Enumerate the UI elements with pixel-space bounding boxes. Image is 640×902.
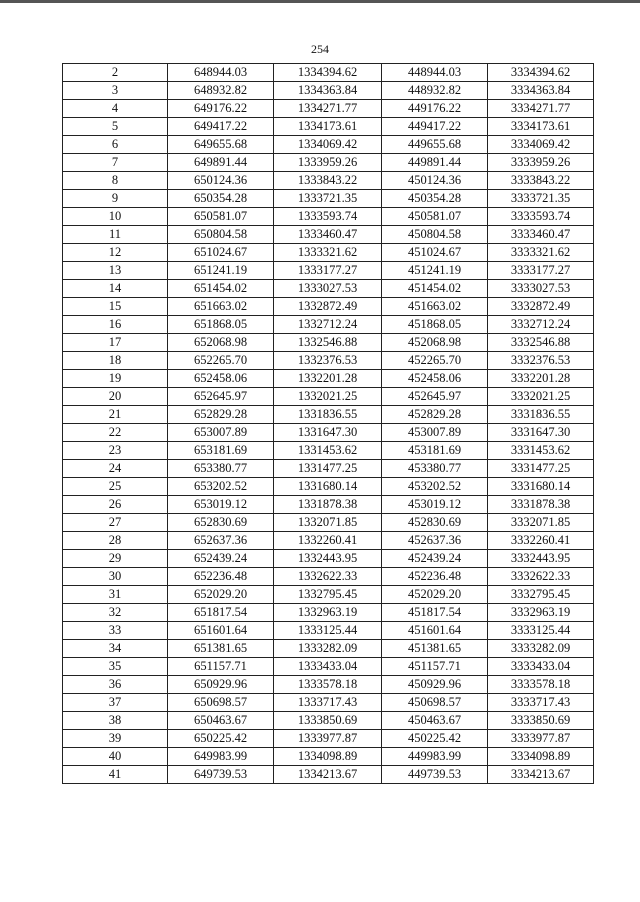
y2-cell: 3334098.89 xyxy=(488,748,594,766)
x2-cell: 451241.19 xyxy=(382,262,488,280)
x2-cell: 449983.99 xyxy=(382,748,488,766)
y1-cell: 1333977.87 xyxy=(274,730,382,748)
x2-cell: 452265.70 xyxy=(382,352,488,370)
y2-cell: 3332872.49 xyxy=(488,298,594,316)
x1-cell: 650698.57 xyxy=(168,694,274,712)
y1-cell: 1333125.44 xyxy=(274,622,382,640)
x1-cell: 651157.71 xyxy=(168,658,274,676)
x1-cell: 652265.70 xyxy=(168,352,274,370)
table-row xyxy=(63,568,594,586)
y1-cell: 1332260.41 xyxy=(274,532,382,550)
y1-cell: 1334363.84 xyxy=(274,82,382,100)
y1-cell: 1331477.25 xyxy=(274,460,382,478)
x2-cell: 450929.96 xyxy=(382,676,488,694)
table-row xyxy=(63,208,594,226)
table-row xyxy=(63,280,594,298)
x2-cell: 452439.24 xyxy=(382,550,488,568)
point-number-cell: 4 xyxy=(63,100,168,118)
y2-cell: 3333593.74 xyxy=(488,208,594,226)
x2-cell: 449891.44 xyxy=(382,154,488,172)
table-row xyxy=(63,478,594,496)
y1-cell: 1331836.55 xyxy=(274,406,382,424)
x2-cell: 452645.97 xyxy=(382,388,488,406)
table-row xyxy=(63,676,594,694)
x1-cell: 652645.97 xyxy=(168,388,274,406)
y2-cell: 3332021.25 xyxy=(488,388,594,406)
point-number-cell: 23 xyxy=(63,442,168,460)
table-row xyxy=(63,262,594,280)
y2-cell: 3334173.61 xyxy=(488,118,594,136)
point-number-cell: 27 xyxy=(63,514,168,532)
x1-cell: 651868.05 xyxy=(168,316,274,334)
x1-cell: 652029.20 xyxy=(168,586,274,604)
x1-cell: 649983.99 xyxy=(168,748,274,766)
x1-cell: 649417.22 xyxy=(168,118,274,136)
x1-cell: 652829.28 xyxy=(168,406,274,424)
y1-cell: 1332795.45 xyxy=(274,586,382,604)
table-row xyxy=(63,244,594,262)
point-number-cell: 16 xyxy=(63,316,168,334)
x2-cell: 451663.02 xyxy=(382,298,488,316)
x1-cell: 650354.28 xyxy=(168,190,274,208)
point-number-cell: 12 xyxy=(63,244,168,262)
table-row xyxy=(63,136,594,154)
table-row xyxy=(63,118,594,136)
y1-cell: 1332622.33 xyxy=(274,568,382,586)
table-row xyxy=(63,460,594,478)
y1-cell: 1332021.25 xyxy=(274,388,382,406)
y1-cell: 1334213.67 xyxy=(274,766,382,784)
page-number: 254 xyxy=(311,42,329,56)
y2-cell: 3331878.38 xyxy=(488,496,594,514)
y2-cell: 3334271.77 xyxy=(488,100,594,118)
x1-cell: 652439.24 xyxy=(168,550,274,568)
x2-cell: 450804.58 xyxy=(382,226,488,244)
y1-cell: 1333721.35 xyxy=(274,190,382,208)
x1-cell: 651817.54 xyxy=(168,604,274,622)
y1-cell: 1333177.27 xyxy=(274,262,382,280)
y2-cell: 3333177.27 xyxy=(488,262,594,280)
y2-cell: 3331453.62 xyxy=(488,442,594,460)
point-number-cell: 37 xyxy=(63,694,168,712)
x2-cell: 448944.03 xyxy=(382,64,488,82)
y1-cell: 1332201.28 xyxy=(274,370,382,388)
table-row xyxy=(63,316,594,334)
y1-cell: 1334271.77 xyxy=(274,100,382,118)
x2-cell: 453380.77 xyxy=(382,460,488,478)
x1-cell: 652637.36 xyxy=(168,532,274,550)
table-row xyxy=(63,226,594,244)
x1-cell: 650463.67 xyxy=(168,712,274,730)
y2-cell: 3332260.41 xyxy=(488,532,594,550)
table-row xyxy=(63,370,594,388)
x1-cell: 648932.82 xyxy=(168,82,274,100)
y2-cell: 3334394.62 xyxy=(488,64,594,82)
x2-cell: 451868.05 xyxy=(382,316,488,334)
table-row xyxy=(63,100,594,118)
point-number-cell: 5 xyxy=(63,118,168,136)
y2-cell: 3332376.53 xyxy=(488,352,594,370)
y2-cell: 3333717.43 xyxy=(488,694,594,712)
x2-cell: 451817.54 xyxy=(382,604,488,622)
table-row xyxy=(63,766,594,784)
x1-cell: 650804.58 xyxy=(168,226,274,244)
x1-cell: 651663.02 xyxy=(168,298,274,316)
point-number-cell: 36 xyxy=(63,676,168,694)
x2-cell: 449655.68 xyxy=(382,136,488,154)
x1-cell: 653380.77 xyxy=(168,460,274,478)
y2-cell: 3332963.19 xyxy=(488,604,594,622)
x2-cell: 449176.22 xyxy=(382,100,488,118)
table-row xyxy=(63,82,594,100)
y2-cell: 3332071.85 xyxy=(488,514,594,532)
table-row xyxy=(63,694,594,712)
y2-cell: 3332443.95 xyxy=(488,550,594,568)
x1-cell: 652068.98 xyxy=(168,334,274,352)
x2-cell: 452458.06 xyxy=(382,370,488,388)
y2-cell: 3333460.47 xyxy=(488,226,594,244)
x2-cell: 452236.48 xyxy=(382,568,488,586)
table-row xyxy=(63,496,594,514)
point-number-cell: 21 xyxy=(63,406,168,424)
y2-cell: 3333027.53 xyxy=(488,280,594,298)
table-row xyxy=(63,334,594,352)
y1-cell: 1334069.42 xyxy=(274,136,382,154)
x2-cell: 449739.53 xyxy=(382,766,488,784)
point-number-cell: 20 xyxy=(63,388,168,406)
x1-cell: 653019.12 xyxy=(168,496,274,514)
y1-cell: 1331647.30 xyxy=(274,424,382,442)
x1-cell: 649176.22 xyxy=(168,100,274,118)
point-number-cell: 30 xyxy=(63,568,168,586)
y1-cell: 1334394.62 xyxy=(274,64,382,82)
x1-cell: 650929.96 xyxy=(168,676,274,694)
point-number-cell: 18 xyxy=(63,352,168,370)
y2-cell: 3331477.25 xyxy=(488,460,594,478)
y2-cell: 3333959.26 xyxy=(488,154,594,172)
x1-cell: 650124.36 xyxy=(168,172,274,190)
table-row xyxy=(63,298,594,316)
x2-cell: 450354.28 xyxy=(382,190,488,208)
y2-cell: 3332795.45 xyxy=(488,586,594,604)
point-number-cell: 26 xyxy=(63,496,168,514)
x2-cell: 452829.28 xyxy=(382,406,488,424)
y2-cell: 3332546.88 xyxy=(488,334,594,352)
table-row xyxy=(63,748,594,766)
point-number-cell: 17 xyxy=(63,334,168,352)
y1-cell: 1333460.47 xyxy=(274,226,382,244)
x1-cell: 649891.44 xyxy=(168,154,274,172)
x2-cell: 451601.64 xyxy=(382,622,488,640)
point-number-cell: 13 xyxy=(63,262,168,280)
point-number-cell: 32 xyxy=(63,604,168,622)
x2-cell: 450698.57 xyxy=(382,694,488,712)
y1-cell: 1331680.14 xyxy=(274,478,382,496)
x2-cell: 451454.02 xyxy=(382,280,488,298)
x2-cell: 448932.82 xyxy=(382,82,488,100)
table-row xyxy=(63,190,594,208)
table-row xyxy=(63,406,594,424)
x1-cell: 652458.06 xyxy=(168,370,274,388)
y1-cell: 1332963.19 xyxy=(274,604,382,622)
y1-cell: 1333282.09 xyxy=(274,640,382,658)
table-row xyxy=(63,622,594,640)
x2-cell: 452830.69 xyxy=(382,514,488,532)
y2-cell: 3332201.28 xyxy=(488,370,594,388)
y1-cell: 1332376.53 xyxy=(274,352,382,370)
table-row xyxy=(63,532,594,550)
point-number-cell: 29 xyxy=(63,550,168,568)
y1-cell: 1333717.43 xyxy=(274,694,382,712)
point-number-cell: 2 xyxy=(63,64,168,82)
point-number-cell: 9 xyxy=(63,190,168,208)
point-number-cell: 31 xyxy=(63,586,168,604)
point-number-cell: 25 xyxy=(63,478,168,496)
x2-cell: 451024.67 xyxy=(382,244,488,262)
point-number-cell: 19 xyxy=(63,370,168,388)
y2-cell: 3333433.04 xyxy=(488,658,594,676)
y2-cell: 3334363.84 xyxy=(488,82,594,100)
y2-cell: 3334069.42 xyxy=(488,136,594,154)
y1-cell: 1331878.38 xyxy=(274,496,382,514)
point-number-cell: 35 xyxy=(63,658,168,676)
x2-cell: 453019.12 xyxy=(382,496,488,514)
y2-cell: 3333843.22 xyxy=(488,172,594,190)
x1-cell: 650225.42 xyxy=(168,730,274,748)
point-number-cell: 39 xyxy=(63,730,168,748)
x1-cell: 648944.03 xyxy=(168,64,274,82)
point-number-cell: 38 xyxy=(63,712,168,730)
point-number-cell: 11 xyxy=(63,226,168,244)
scan-edge xyxy=(0,0,640,3)
y1-cell: 1333321.62 xyxy=(274,244,382,262)
y1-cell: 1332546.88 xyxy=(274,334,382,352)
y1-cell: 1334173.61 xyxy=(274,118,382,136)
table-row xyxy=(63,514,594,532)
x2-cell: 450225.42 xyxy=(382,730,488,748)
point-number-cell: 15 xyxy=(63,298,168,316)
y1-cell: 1333593.74 xyxy=(274,208,382,226)
y2-cell: 3331647.30 xyxy=(488,424,594,442)
x2-cell: 452068.98 xyxy=(382,334,488,352)
x1-cell: 651454.02 xyxy=(168,280,274,298)
y2-cell: 3332712.24 xyxy=(488,316,594,334)
y2-cell: 3333850.69 xyxy=(488,712,594,730)
x1-cell: 651601.64 xyxy=(168,622,274,640)
y2-cell: 3331836.55 xyxy=(488,406,594,424)
x1-cell: 651241.19 xyxy=(168,262,274,280)
y2-cell: 3333125.44 xyxy=(488,622,594,640)
y2-cell: 3333321.62 xyxy=(488,244,594,262)
y1-cell: 1334098.89 xyxy=(274,748,382,766)
y2-cell: 3333578.18 xyxy=(488,676,594,694)
point-number-cell: 24 xyxy=(63,460,168,478)
y2-cell: 3331680.14 xyxy=(488,478,594,496)
x1-cell: 652236.48 xyxy=(168,568,274,586)
x1-cell: 651024.67 xyxy=(168,244,274,262)
x2-cell: 451157.71 xyxy=(382,658,488,676)
y1-cell: 1332872.49 xyxy=(274,298,382,316)
table-row xyxy=(63,730,594,748)
x2-cell: 452029.20 xyxy=(382,586,488,604)
x2-cell: 453181.69 xyxy=(382,442,488,460)
table-row xyxy=(63,64,594,82)
table-row xyxy=(63,586,594,604)
table-row xyxy=(63,352,594,370)
point-number-cell: 8 xyxy=(63,172,168,190)
point-number-cell: 34 xyxy=(63,640,168,658)
x1-cell: 653202.52 xyxy=(168,478,274,496)
x2-cell: 453007.89 xyxy=(382,424,488,442)
table-row xyxy=(63,172,594,190)
x1-cell: 653007.89 xyxy=(168,424,274,442)
point-number-cell: 28 xyxy=(63,532,168,550)
y1-cell: 1333027.53 xyxy=(274,280,382,298)
table-row xyxy=(63,388,594,406)
coordinates-table-body xyxy=(63,64,594,784)
y2-cell: 3333721.35 xyxy=(488,190,594,208)
table-row xyxy=(63,550,594,568)
point-number-cell: 3 xyxy=(63,82,168,100)
x1-cell: 653181.69 xyxy=(168,442,274,460)
coordinates-table xyxy=(62,63,594,784)
point-number-cell: 22 xyxy=(63,424,168,442)
y1-cell: 1332712.24 xyxy=(274,316,382,334)
y1-cell: 1333578.18 xyxy=(274,676,382,694)
table-row xyxy=(63,154,594,172)
table-row xyxy=(63,442,594,460)
y2-cell: 3333282.09 xyxy=(488,640,594,658)
point-number-cell: 33 xyxy=(63,622,168,640)
x1-cell: 651381.65 xyxy=(168,640,274,658)
y1-cell: 1333850.69 xyxy=(274,712,382,730)
x2-cell: 453202.52 xyxy=(382,478,488,496)
y1-cell: 1333843.22 xyxy=(274,172,382,190)
x1-cell: 649655.68 xyxy=(168,136,274,154)
point-number-cell: 14 xyxy=(63,280,168,298)
y2-cell: 3334213.67 xyxy=(488,766,594,784)
y1-cell: 1333433.04 xyxy=(274,658,382,676)
table-row xyxy=(63,712,594,730)
y2-cell: 3332622.33 xyxy=(488,568,594,586)
x1-cell: 652830.69 xyxy=(168,514,274,532)
y1-cell: 1333959.26 xyxy=(274,154,382,172)
y1-cell: 1332443.95 xyxy=(274,550,382,568)
x2-cell: 449417.22 xyxy=(382,118,488,136)
table-row xyxy=(63,424,594,442)
table-row xyxy=(63,658,594,676)
point-number-cell: 40 xyxy=(63,748,168,766)
table-row xyxy=(63,640,594,658)
point-number-cell: 6 xyxy=(63,136,168,154)
point-number-cell: 41 xyxy=(63,766,168,784)
x2-cell: 451381.65 xyxy=(382,640,488,658)
x1-cell: 649739.53 xyxy=(168,766,274,784)
x2-cell: 450124.36 xyxy=(382,172,488,190)
x2-cell: 450463.67 xyxy=(382,712,488,730)
coordinates-table-container xyxy=(62,63,593,784)
x1-cell: 650581.07 xyxy=(168,208,274,226)
x2-cell: 452637.36 xyxy=(382,532,488,550)
x2-cell: 450581.07 xyxy=(382,208,488,226)
y2-cell: 3333977.87 xyxy=(488,730,594,748)
y1-cell: 1332071.85 xyxy=(274,514,382,532)
y1-cell: 1331453.62 xyxy=(274,442,382,460)
table-row xyxy=(63,604,594,622)
point-number-cell: 7 xyxy=(63,154,168,172)
point-number-cell: 10 xyxy=(63,208,168,226)
